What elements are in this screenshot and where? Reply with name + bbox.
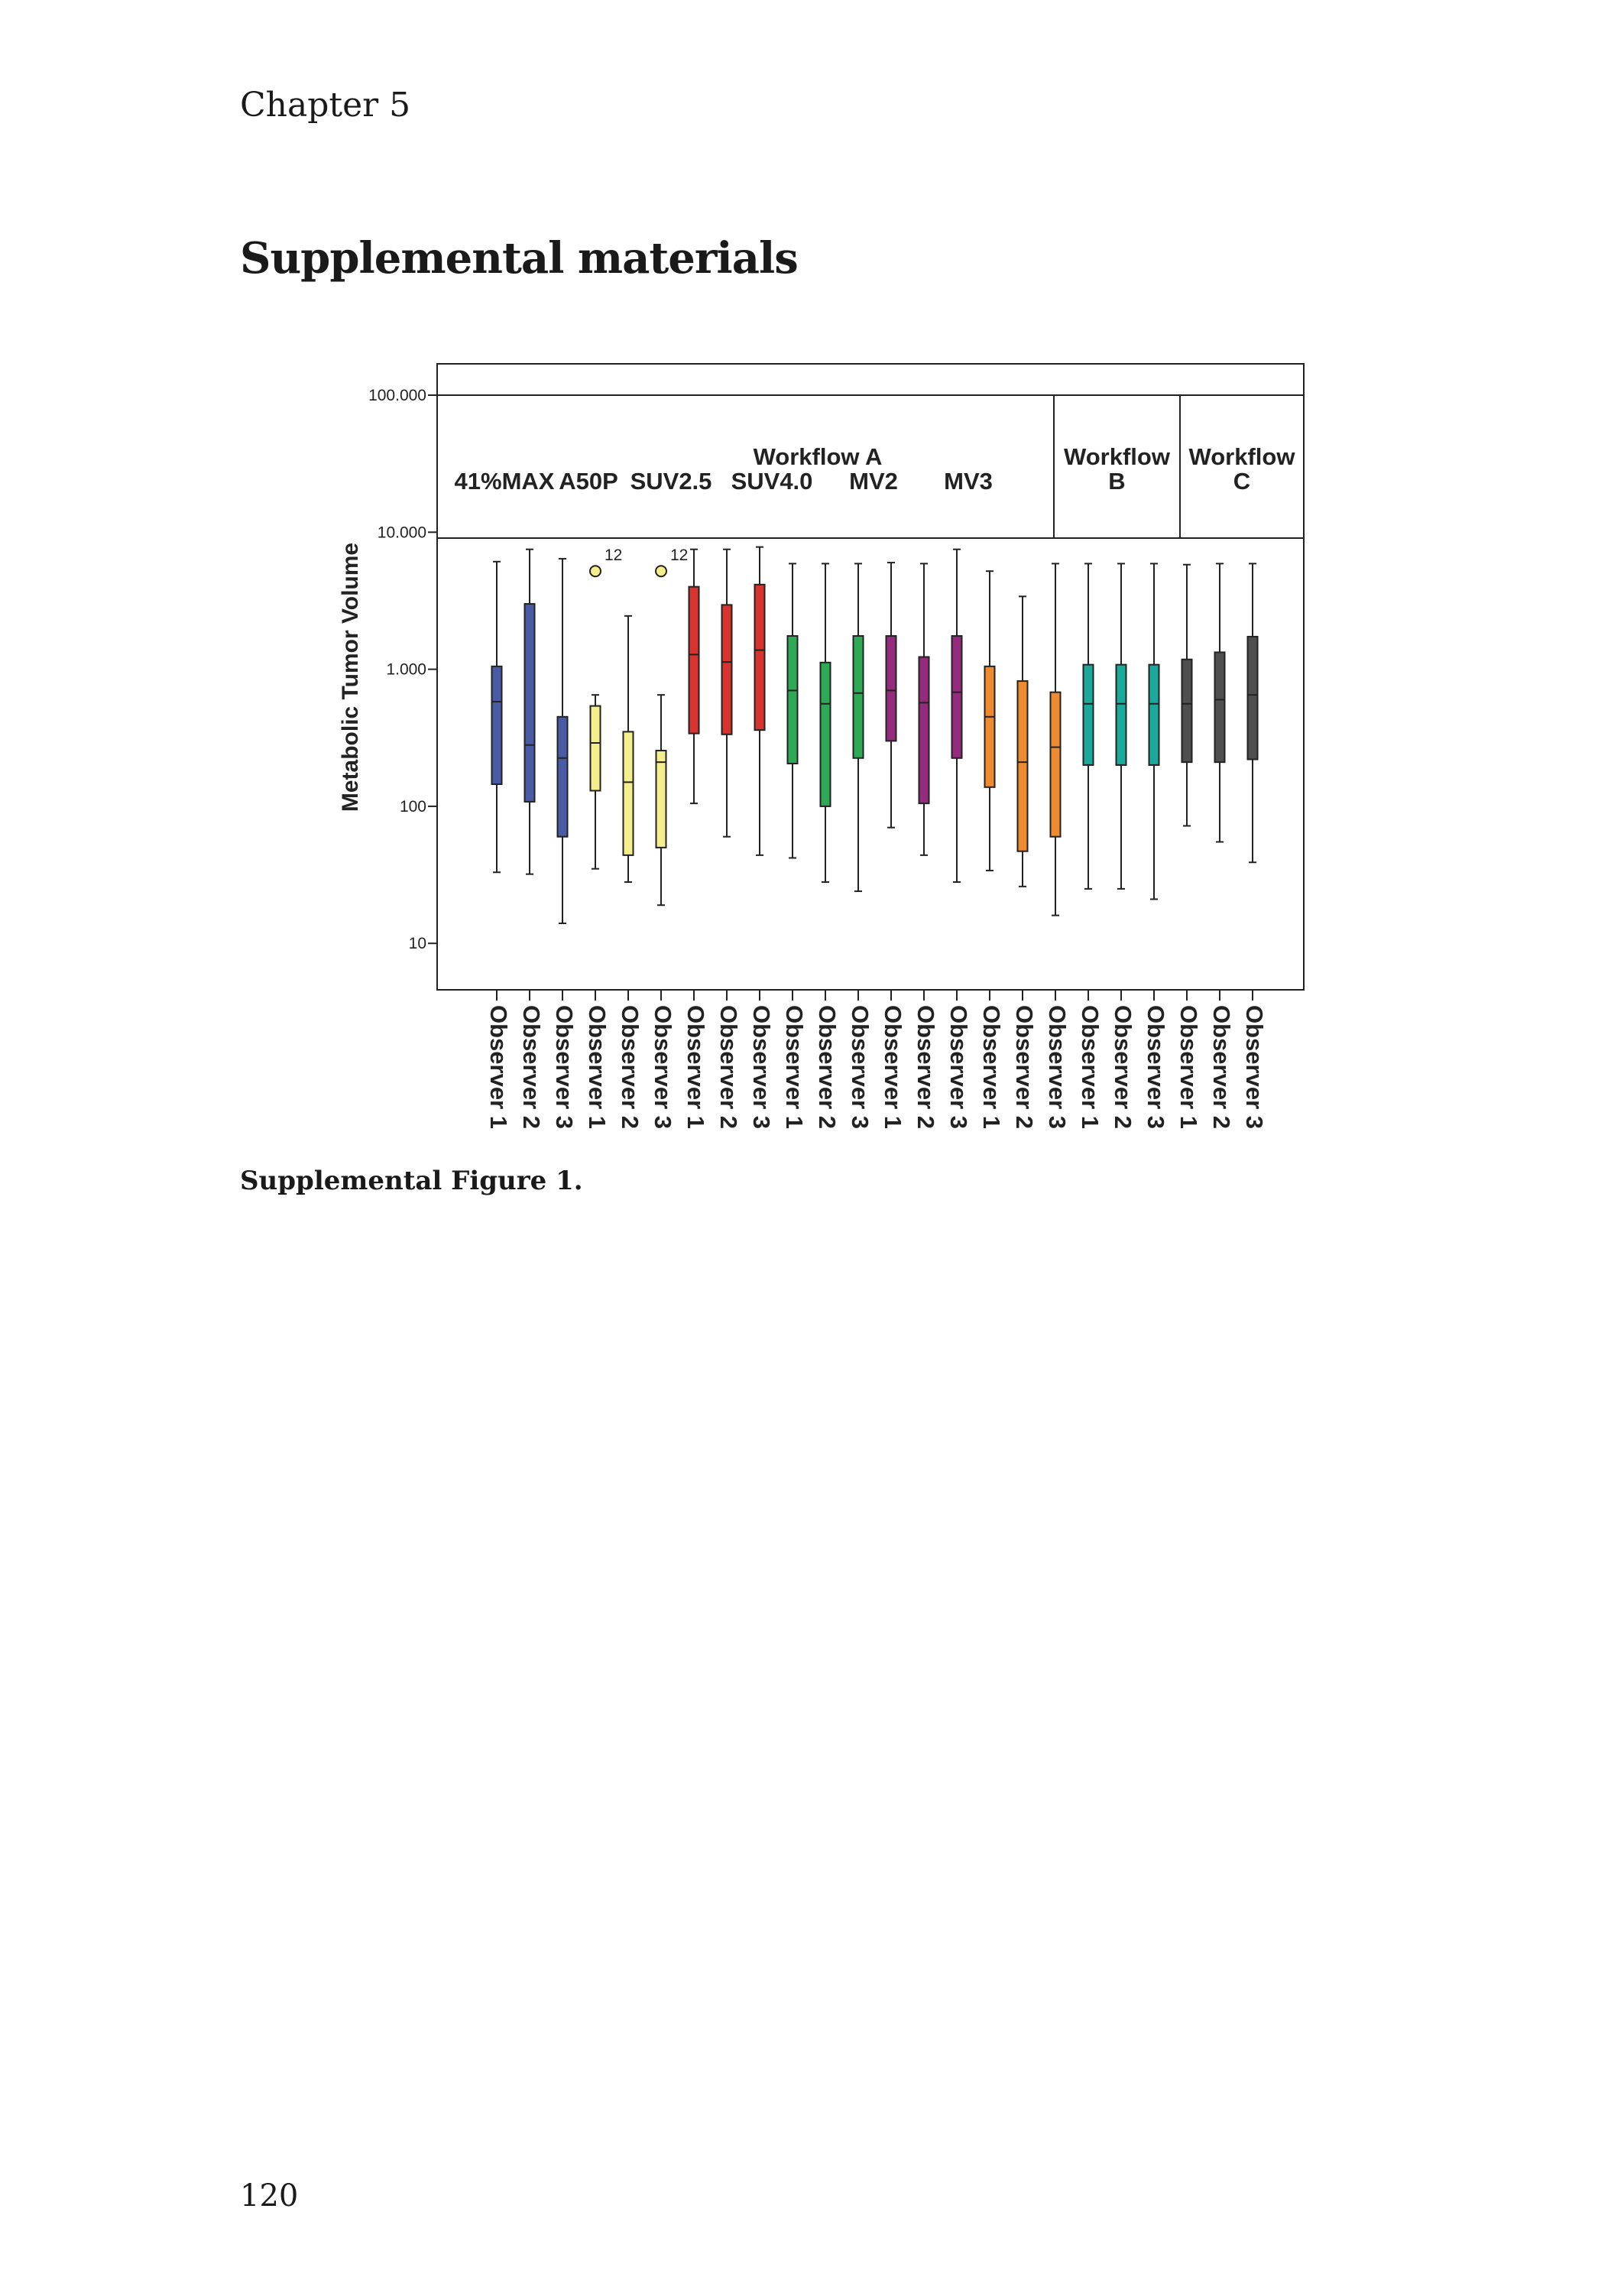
outlier-point: [656, 566, 666, 576]
outlier-point: [590, 566, 601, 576]
x-tick-label: Observer 3: [649, 1005, 676, 1129]
page-number: 120: [240, 2178, 299, 2214]
x-tick-label: Observer 1: [879, 1005, 906, 1129]
box-workflow-b-observer-2: [1117, 665, 1126, 765]
box-workflow-c-observer-3: [1248, 637, 1258, 760]
box-a50p-observer-1: [591, 706, 601, 791]
box-mv2-observer-1: [887, 636, 896, 741]
method-label: MV2: [849, 468, 898, 495]
y-tick-label: 10.000: [377, 524, 426, 542]
x-tick-label: Observer 3: [550, 1005, 578, 1129]
outlier-label: 12: [605, 546, 623, 565]
x-tick-label: Observer 3: [1240, 1005, 1268, 1129]
method-label: 41%MAX: [454, 468, 555, 495]
x-tick-label: Observer 1: [1175, 1005, 1202, 1129]
method-label: MV3: [944, 468, 993, 495]
box-workflow-b-observer-1: [1084, 665, 1094, 765]
y-tick-label: 100.000: [368, 387, 426, 404]
x-tick-label: Observer 2: [1207, 1005, 1235, 1129]
x-tick-label: Observer 2: [715, 1005, 742, 1129]
box-41-max-observer-2: [525, 604, 535, 802]
box-suv2-5-observer-1: [689, 587, 699, 734]
figure-caption: Supplemental Figure 1.: [240, 1166, 583, 1196]
x-tick-label: Observer 1: [977, 1005, 1005, 1129]
box-mv3-observer-2: [1018, 681, 1028, 851]
x-tick-label: Observer 2: [813, 1005, 841, 1129]
box-suv4-0-observer-2: [821, 663, 831, 806]
outlier-label: 12: [670, 546, 689, 565]
x-tick-label: Observer 1: [780, 1005, 808, 1129]
box-mv2-observer-2: [919, 657, 929, 803]
box-41-max-observer-3: [558, 717, 568, 837]
running-head: Chapter 5: [240, 86, 411, 125]
box-a50p-observer-3: [656, 751, 666, 848]
box-workflow-c-observer-1: [1182, 660, 1192, 762]
section-title: Supplemental materials: [240, 233, 798, 284]
x-tick-label: Observer 2: [1010, 1005, 1038, 1129]
x-tick-label: Observer 2: [616, 1005, 643, 1129]
box-suv2-5-observer-2: [722, 605, 732, 734]
panel-header-workflow-b: Workflow: [1064, 443, 1170, 470]
x-tick-label: Observer 1: [1076, 1005, 1104, 1129]
x-tick-label: Observer 3: [1043, 1005, 1071, 1129]
x-tick-label: Observer 3: [945, 1005, 972, 1129]
x-tick-label: Observer 1: [485, 1005, 512, 1129]
box-suv2-5-observer-3: [755, 585, 765, 730]
box-41-max-observer-1: [492, 666, 502, 784]
x-tick-label: Observer 2: [912, 1005, 939, 1129]
panel-header-workflow-b-letter: B: [1108, 468, 1126, 495]
box-suv4-0-observer-1: [788, 636, 798, 764]
x-tick-label: Observer 2: [1109, 1005, 1136, 1129]
box-mv3-observer-3: [1051, 692, 1061, 837]
x-tick-label: Observer 3: [747, 1005, 775, 1129]
x-tick-label: Observer 3: [846, 1005, 874, 1129]
method-label: SUV2.5: [630, 468, 712, 495]
panel-header-workflow-c-letter: C: [1233, 468, 1251, 495]
panel-header-workflow-a: Workflow A: [753, 443, 883, 470]
y-tick-label: 10: [408, 935, 426, 953]
y-tick-label: 100: [399, 797, 426, 816]
y-tick-label: 1.000: [386, 660, 426, 679]
x-tick-label: Observer 2: [517, 1005, 545, 1129]
box-mv2-observer-3: [952, 636, 962, 758]
box-workflow-c-observer-2: [1215, 652, 1225, 762]
method-label: A50P: [559, 468, 618, 495]
x-tick-label: Observer 1: [583, 1005, 611, 1129]
box-a50p-observer-2: [624, 731, 634, 855]
panel-header-workflow-c: Workflow: [1188, 443, 1295, 470]
x-tick-label: Observer 3: [1142, 1005, 1169, 1129]
box-workflow-b-observer-3: [1149, 665, 1159, 765]
box-suv4-0-observer-3: [854, 636, 864, 758]
x-tick-label: Observer 1: [682, 1005, 709, 1129]
method-label: SUV4.0: [731, 468, 813, 495]
y-axis-label: Metabolic Tumor Volume: [338, 542, 363, 812]
box-mv3-observer-1: [985, 666, 995, 787]
